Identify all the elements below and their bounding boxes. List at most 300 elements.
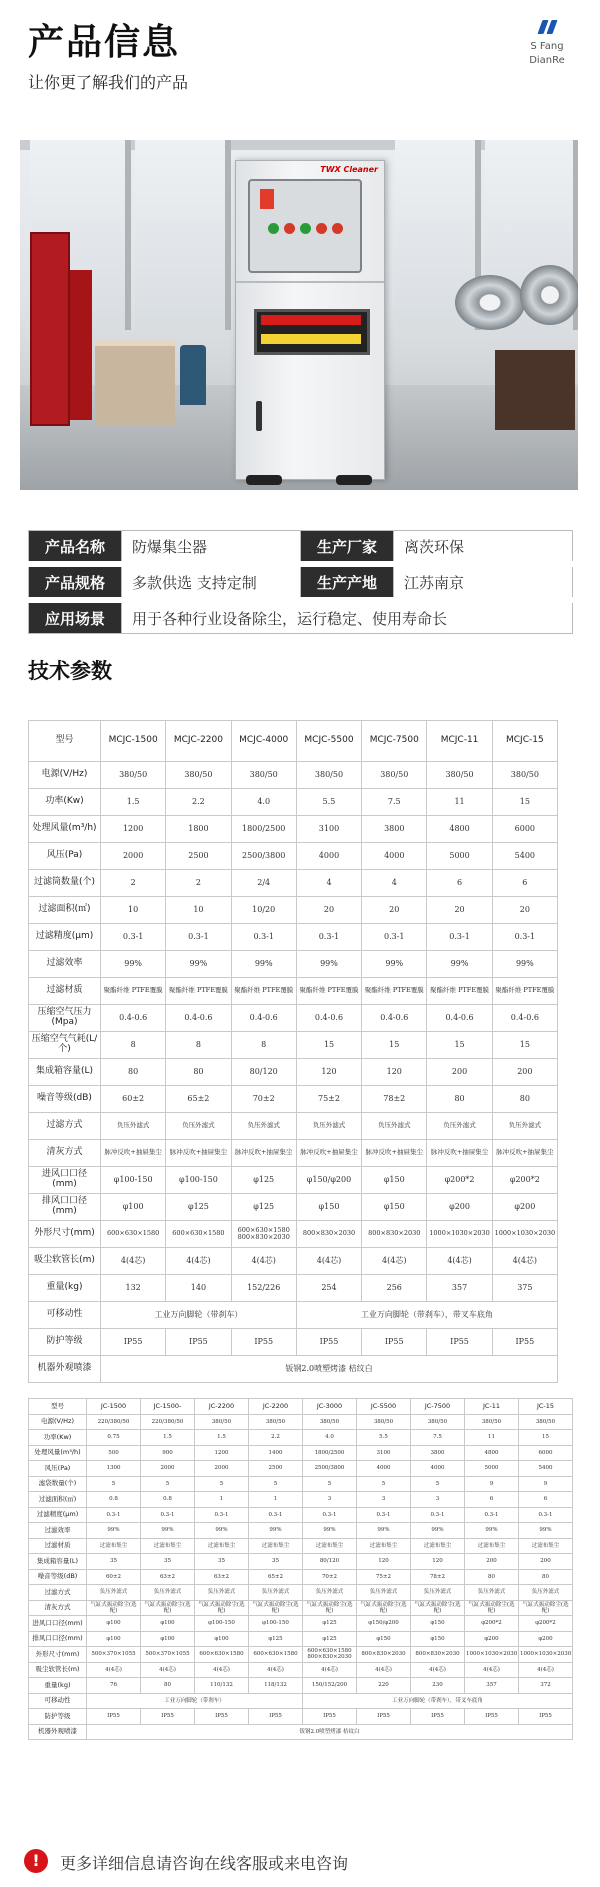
- spec-cell: 1.5: [141, 1430, 195, 1446]
- info-value: 多款供选 支持定制: [122, 564, 301, 600]
- spec-cell: 气缸式振动除尘(选配): [249, 1600, 303, 1616]
- spec-cell: 0.4-0.6: [362, 1005, 427, 1032]
- spec-row: [29, 721, 558, 762]
- spec-cell: IP55: [166, 1329, 231, 1356]
- spec-cell: 500: [87, 1445, 141, 1461]
- spec-row-label: 吸尘软管长(m): [29, 1662, 87, 1678]
- spec-cell: 380/50: [303, 1414, 357, 1430]
- spec-row: [29, 1554, 573, 1570]
- spec-cell: 1800/2500: [303, 1445, 357, 1461]
- spec-cell: 80: [427, 1086, 492, 1113]
- spec-row: [29, 1399, 573, 1415]
- spec-cell: 15: [492, 789, 557, 816]
- spec-cell: 7.5: [362, 789, 427, 816]
- spec-cell: 600×630×1580: [195, 1647, 249, 1663]
- spec-cell: φ150: [362, 1167, 427, 1194]
- spec-cell: 气缸式振动除尘(选配): [303, 1600, 357, 1616]
- spec-cell: IP55: [303, 1709, 357, 1725]
- spec-cell: 5.5: [296, 789, 361, 816]
- spec-cell: 60±2: [87, 1569, 141, 1585]
- spec-cell: 4000: [296, 843, 361, 870]
- spec-cell: 0.3-1: [231, 924, 296, 951]
- blower-fan: [520, 265, 578, 325]
- spec-cell: 230: [411, 1678, 465, 1694]
- spec-cell: φ150: [296, 1194, 361, 1221]
- spec-cell: φ100-150: [166, 1167, 231, 1194]
- spec-cell: 600×630×1580: [166, 1221, 231, 1248]
- spec-cell: 2000: [195, 1461, 249, 1477]
- spec-row-label: JC-3000: [303, 1399, 357, 1415]
- spec-cell: 120: [296, 1059, 361, 1086]
- spec-row: [29, 1329, 558, 1356]
- notice-text: 更多详细信息请咨询在线客服或来电咨询: [60, 1854, 349, 1873]
- spec-row-label: 过滤方式: [29, 1113, 101, 1140]
- spec-row-label: 型号: [29, 721, 101, 762]
- info-row: [29, 600, 573, 634]
- spec-cell: 9: [465, 1476, 519, 1492]
- spec-cell: IP55: [465, 1709, 519, 1725]
- info-value: 离茨环保: [394, 531, 573, 565]
- spec-cell: φ125: [303, 1631, 357, 1647]
- spec-row-label: 可移动性: [29, 1693, 87, 1709]
- spec-row: [29, 1059, 558, 1086]
- spec-row: [29, 1724, 573, 1740]
- spec-cell: φ125: [166, 1194, 231, 1221]
- spec-row-label: 过滤效率: [29, 1523, 87, 1539]
- spec-row: [29, 1248, 558, 1275]
- spec-cell: 20: [362, 897, 427, 924]
- nameplate: [254, 309, 370, 355]
- spec-cell: 5000: [427, 843, 492, 870]
- spec-cell: IP55: [519, 1709, 573, 1725]
- spec-cell: 钣钢2.0喷塑烤漆 桔纹白: [101, 1356, 558, 1383]
- spec-cell: IP55: [141, 1709, 195, 1725]
- page-header: [0, 0, 600, 100]
- spec-row-label: JC-15: [519, 1399, 573, 1415]
- spec-cell: 5400: [492, 843, 557, 870]
- spec-cell: φ100: [101, 1194, 166, 1221]
- info-row: [29, 564, 573, 600]
- spec-cell: 800×830×2030: [362, 1221, 427, 1248]
- spec-cell: 800×830×2030: [411, 1647, 465, 1663]
- spec-cell: 负压外滤式: [465, 1585, 519, 1601]
- spec-cell: 380/50: [362, 762, 427, 789]
- spec-cell: 0.3-1: [519, 1507, 573, 1523]
- spec-cell: 99%: [411, 1523, 465, 1539]
- spec-cell: 5: [87, 1476, 141, 1492]
- spec-cell: 600×630×1580 800×830×2030: [303, 1647, 357, 1663]
- spec-cell: 工业万向脚轮（带刹车）: [101, 1302, 297, 1329]
- spec-cell: 380/50: [492, 762, 557, 789]
- spec-cell: 78±2: [411, 1569, 465, 1585]
- info-key: 生产厂家: [301, 531, 394, 565]
- spec-row: [29, 1461, 573, 1477]
- spec-cell: 0.75: [87, 1430, 141, 1446]
- spec-cell: 1000×1030×2030: [519, 1647, 573, 1663]
- spec-row-label: 处理风量(m³/h): [29, 1445, 87, 1461]
- spec-cell: 380/50: [519, 1414, 573, 1430]
- spec-cell: 80: [166, 1059, 231, 1086]
- spec-cell: 0.4-0.6: [296, 1005, 361, 1032]
- spec-cell: 2500/3800: [303, 1461, 357, 1477]
- spec-cell: IP55: [195, 1709, 249, 1725]
- spec-row-label: 排风口口径(mm): [29, 1631, 87, 1647]
- spec-cell: 200: [492, 1059, 557, 1086]
- spec-cell: φ200: [427, 1194, 492, 1221]
- spec-cell: 600×630×1580: [101, 1221, 166, 1248]
- spec-row: [29, 1662, 573, 1678]
- spec-cell: IP55: [411, 1709, 465, 1725]
- spec-cell: 1800/2500: [231, 816, 296, 843]
- spec-cell: 35: [87, 1554, 141, 1570]
- spec-cell: φ100: [87, 1616, 141, 1632]
- spec-cell: 99%: [195, 1523, 249, 1539]
- spec-cell: 800×830×2030: [296, 1221, 361, 1248]
- spec-cell: IP55: [296, 1329, 361, 1356]
- spec-cell: 4(4芯): [195, 1662, 249, 1678]
- spec-cell: 5: [411, 1476, 465, 1492]
- spec-cell: 500×370×1055: [87, 1647, 141, 1663]
- spec-row: [29, 816, 558, 843]
- spec-row-label: 过滤方式: [29, 1585, 87, 1601]
- spec-row-label: 集成箱容量(L): [29, 1059, 101, 1086]
- spec-cell: 钣钢2.0喷塑烤漆 桔纹白: [87, 1724, 573, 1740]
- spec-cell: IP55: [101, 1329, 166, 1356]
- spec-row-label: 清灰方式: [29, 1600, 87, 1616]
- spec-cell: 256: [362, 1275, 427, 1302]
- spec-cell: 脉冲反吹+抽屉集尘: [101, 1140, 166, 1167]
- spec-cell: IP55: [357, 1709, 411, 1725]
- spec-cell: 2000: [101, 843, 166, 870]
- spec-cell: 132: [101, 1275, 166, 1302]
- spec-cell: 380/50: [427, 762, 492, 789]
- spec-cell: IP55: [362, 1329, 427, 1356]
- spec-cell: 380/50: [357, 1414, 411, 1430]
- spec-row: [29, 1356, 558, 1383]
- spec-cell: φ100: [195, 1631, 249, 1647]
- spec-cell: 气缸式振动除尘(选配): [411, 1600, 465, 1616]
- spec-cell: 2000: [141, 1461, 195, 1477]
- spec-cell: φ150/φ200: [296, 1167, 361, 1194]
- info-value: 防爆集尘器: [122, 531, 301, 565]
- spec-cell: 工业万向脚轮（带刹车）: [87, 1693, 303, 1709]
- spec-cell: 99%: [141, 1523, 195, 1539]
- spec-cell: 6: [465, 1492, 519, 1508]
- spec-cell: 380/50: [411, 1414, 465, 1430]
- machine-brand-text: TWX Cleaner: [320, 165, 378, 174]
- spec-cell: 0.8: [141, 1492, 195, 1508]
- spec-cell: φ200*2: [427, 1167, 492, 1194]
- info-key: 产品名称: [29, 531, 122, 565]
- spec-cell: 220/380/50: [141, 1414, 195, 1430]
- spec-row: [29, 1631, 573, 1647]
- spec-cell: 15: [492, 1032, 557, 1059]
- control-panel: [248, 179, 362, 273]
- spec-cell: 220: [357, 1678, 411, 1694]
- spec-row-label: 过滤面积(㎡): [29, 897, 101, 924]
- spec-cell: 4(4芯): [231, 1248, 296, 1275]
- spec-cell: 20: [427, 897, 492, 924]
- spec-cell: 0.3-1: [141, 1507, 195, 1523]
- spec-cell: 负压外滤式: [411, 1585, 465, 1601]
- spec-cell: 负压外滤式: [166, 1113, 231, 1140]
- spec-row-label: 过滤面积(㎡): [29, 1492, 87, 1508]
- spec-cell: 过滤布集尘: [87, 1538, 141, 1554]
- spec-cell: 4(4芯): [249, 1662, 303, 1678]
- spec-cell: 1.5: [101, 789, 166, 816]
- spec-cell: 99%: [492, 951, 557, 978]
- spec-row: [29, 1167, 558, 1194]
- spec-cell: 2: [166, 870, 231, 897]
- spec-cell: φ100-150: [195, 1616, 249, 1632]
- spec-row: [29, 1569, 573, 1585]
- spec-cell: 2500: [166, 843, 231, 870]
- spec-cell: 聚酯纤维 PTFE覆膜: [231, 978, 296, 1005]
- spec-row-label: 清灰方式: [29, 1140, 101, 1167]
- spec-cell: 0.3-1: [87, 1507, 141, 1523]
- spec-row-label: 噪音等级(dB): [29, 1086, 101, 1113]
- spec-row: [29, 1585, 573, 1601]
- spec-cell: 0.4-0.6: [492, 1005, 557, 1032]
- spec-cell: 10: [166, 897, 231, 924]
- spec-cell: φ150: [411, 1616, 465, 1632]
- spec-cell: 4000: [411, 1461, 465, 1477]
- spec-cell: 60±2: [101, 1086, 166, 1113]
- warning-sign-icon: [260, 189, 274, 209]
- spec-row: [29, 789, 558, 816]
- spec-cell: 0.3-1: [249, 1507, 303, 1523]
- spec-cell: 负压外滤式: [87, 1585, 141, 1601]
- spec-cell: 99%: [231, 951, 296, 978]
- spec-cell: 0.3-1: [166, 924, 231, 951]
- spec-cell: 75±2: [357, 1569, 411, 1585]
- spec-cell: 15: [519, 1430, 573, 1446]
- spec-cell: 120: [357, 1554, 411, 1570]
- brand-mark-icon: [532, 18, 562, 36]
- spec-cell: 负压外滤式: [141, 1585, 195, 1601]
- info-key: 应用场景: [29, 600, 122, 634]
- spec-cell: φ200*2: [519, 1616, 573, 1632]
- spec-cell: 0.3-1: [492, 924, 557, 951]
- spec-cell: 2: [101, 870, 166, 897]
- spec-row-label: 型号: [29, 1399, 87, 1415]
- spec-cell: 1.5: [195, 1430, 249, 1446]
- spec-cell: 99%: [166, 951, 231, 978]
- spec-cell: 20: [492, 897, 557, 924]
- spec-cell: 3100: [296, 816, 361, 843]
- spec-cell: 过滤布集尘: [357, 1538, 411, 1554]
- spec-row: [29, 870, 558, 897]
- spec-row-label: MCJC-7500: [362, 721, 427, 762]
- spec-cell: 76: [87, 1678, 141, 1694]
- spec-cell: 63±2: [141, 1569, 195, 1585]
- spec-cell: 99%: [101, 951, 166, 978]
- spec-table-jc: [28, 1398, 573, 1740]
- product-info-table: [28, 530, 573, 634]
- spec-cell: 200: [427, 1059, 492, 1086]
- spec-row-label: 集成箱容量(L): [29, 1554, 87, 1570]
- spec-row: [29, 1445, 573, 1461]
- spec-cell: 3100: [357, 1445, 411, 1461]
- spec-row: [29, 978, 558, 1005]
- spec-cell: 8: [101, 1032, 166, 1059]
- spec-cell: 80: [101, 1059, 166, 1086]
- spec-cell: 200: [519, 1554, 573, 1570]
- spec-cell: φ125: [231, 1167, 296, 1194]
- spec-cell: 4(4芯): [141, 1662, 195, 1678]
- blower-fan: [455, 275, 525, 330]
- spec-row-label: 机器外观喷漆: [29, 1356, 101, 1383]
- spec-cell: 脉冲反吹+抽屉集尘: [362, 1140, 427, 1167]
- spec-cell: IP55: [87, 1709, 141, 1725]
- spec-cell: 15: [362, 1032, 427, 1059]
- spec-row-label: JC-2200: [195, 1399, 249, 1415]
- spec-row: [29, 1430, 573, 1446]
- spec-cell: 380/50: [249, 1414, 303, 1430]
- spec-row: [29, 1194, 558, 1221]
- spec-cell: 10/20: [231, 897, 296, 924]
- spec-row-label: 功率(Kw): [29, 789, 101, 816]
- info-row: [29, 531, 573, 565]
- spec-cell: 气缸式振动除尘(选配): [195, 1600, 249, 1616]
- spec-row-label: JC-1500: [87, 1399, 141, 1415]
- spec-cell: 4(4芯): [101, 1248, 166, 1275]
- spec-cell: 99%: [296, 951, 361, 978]
- spec-row: [29, 1476, 573, 1492]
- spec-cell: 聚酯纤维 PTFE覆膜: [166, 978, 231, 1005]
- spec-row: [29, 1523, 573, 1539]
- spec-cell: 5: [141, 1476, 195, 1492]
- spec-cell: 1200: [195, 1445, 249, 1461]
- spec-cell: 1400: [249, 1445, 303, 1461]
- spec-cell: 5: [195, 1476, 249, 1492]
- spec-row: [29, 924, 558, 951]
- spec-row-label: 电源(V/Hz): [29, 762, 101, 789]
- spec-cell: 0.4-0.6: [166, 1005, 231, 1032]
- spec-cell: 380/50: [195, 1414, 249, 1430]
- spec-cell: 120: [362, 1059, 427, 1086]
- spec-cell: 120: [411, 1554, 465, 1570]
- spec-row-label: 滤袋数量(个): [29, 1476, 87, 1492]
- spec-cell: 过滤布集尘: [303, 1538, 357, 1554]
- spec-cell: 4: [296, 870, 361, 897]
- info-key: 产品规格: [29, 564, 122, 600]
- spec-cell: 4(4芯): [357, 1662, 411, 1678]
- spec-row-label: MCJC-11: [427, 721, 492, 762]
- spec-row: [29, 1414, 573, 1430]
- spec-cell: IP55: [492, 1329, 557, 1356]
- spec-cell: 6000: [492, 816, 557, 843]
- spec-cell: 过滤布集尘: [519, 1538, 573, 1554]
- spec-cell: φ200: [465, 1631, 519, 1647]
- spec-row: [29, 1647, 573, 1663]
- spec-row: [29, 1538, 573, 1554]
- spec-cell: φ125: [249, 1631, 303, 1647]
- spec-cell: 3800: [362, 816, 427, 843]
- spec-cell: 380/50: [166, 762, 231, 789]
- spec-row-label: 防护等级: [29, 1709, 87, 1725]
- spec-cell: 2.2: [166, 789, 231, 816]
- spec-cell: 99%: [87, 1523, 141, 1539]
- spec-cell: 11: [427, 789, 492, 816]
- info-value: 江苏南京: [394, 564, 573, 600]
- spec-cell: 9: [519, 1476, 573, 1492]
- spec-cell: 80/120: [231, 1059, 296, 1086]
- spec-cell: 0.3-1: [465, 1507, 519, 1523]
- spec-cell: 4(4芯): [87, 1662, 141, 1678]
- spec-cell: 4000: [357, 1461, 411, 1477]
- spec-row-label: 过滤精度(μm): [29, 1507, 87, 1523]
- spec-row: [29, 762, 558, 789]
- spec-cell: 0.3-1: [303, 1507, 357, 1523]
- spec-cell: 20: [296, 897, 361, 924]
- spec-cell: 500×370×1055: [141, 1647, 195, 1663]
- spec-cell: 2/4: [231, 870, 296, 897]
- spec-cell: 聚酯纤维 PTFE覆膜: [362, 978, 427, 1005]
- spec-cell: 脉冲反吹+抽屉集尘: [231, 1140, 296, 1167]
- spec-row-label: 重量(kg): [29, 1275, 101, 1302]
- spec-row-label: 进风口口径(mm): [29, 1616, 87, 1632]
- spec-cell: 4800: [427, 816, 492, 843]
- spec-row-label: MCJC-15: [492, 721, 557, 762]
- spec-cell: 11: [465, 1430, 519, 1446]
- spec-cell: 4(4芯): [362, 1248, 427, 1275]
- spec-cell: 3: [357, 1492, 411, 1508]
- spec-cell: 2500/3800: [231, 843, 296, 870]
- spec-cell: 372: [519, 1678, 573, 1694]
- spec-cell: 4(4芯): [411, 1662, 465, 1678]
- spec-cell: φ150: [357, 1631, 411, 1647]
- spec-cell: 10: [101, 897, 166, 924]
- info-key: 生产产地: [301, 564, 394, 600]
- spec-cell: 6: [519, 1492, 573, 1508]
- spec-cell: 357: [465, 1678, 519, 1694]
- spec-cell: 4.0: [303, 1430, 357, 1446]
- info-value: 用于各种行业设备除尘，运行稳定、使用寿命长: [122, 600, 573, 634]
- page-title: 产品信息: [28, 22, 181, 63]
- spec-cell: 4(4芯): [296, 1248, 361, 1275]
- spec-cell: 脉冲反吹+抽屉集尘: [166, 1140, 231, 1167]
- spec-cell: φ150/φ200: [357, 1616, 411, 1632]
- spec-cell: φ100: [141, 1616, 195, 1632]
- spec-cell: 200: [465, 1554, 519, 1570]
- spec-cell: 900: [141, 1445, 195, 1461]
- spec-row: [29, 1302, 558, 1329]
- spec-cell: φ100-150: [101, 1167, 166, 1194]
- spec-cell: 0.3-1: [296, 924, 361, 951]
- spec-cell: 1300: [87, 1461, 141, 1477]
- spec-cell: 220/380/50: [87, 1414, 141, 1430]
- spec-row-label: 风压(Pa): [29, 1461, 87, 1477]
- spec-cell: 80: [519, 1569, 573, 1585]
- spec-cell: 过滤布集尘: [141, 1538, 195, 1554]
- spec-cell: 78±2: [362, 1086, 427, 1113]
- spec-cell: 80: [141, 1678, 195, 1694]
- spec-cell: 15: [427, 1032, 492, 1059]
- spec-cell: 过滤布集尘: [249, 1538, 303, 1554]
- spec-cell: 35: [249, 1554, 303, 1570]
- spec-cell: 99%: [519, 1523, 573, 1539]
- spec-cell: 380/50: [101, 762, 166, 789]
- spec-cell: 8: [166, 1032, 231, 1059]
- spec-cell: 99%: [465, 1523, 519, 1539]
- spec-cell: φ150: [362, 1194, 427, 1221]
- spec-cell: 140: [166, 1275, 231, 1302]
- spec-row-label: 吸尘软管长(m): [29, 1248, 101, 1275]
- spec-row: [29, 1140, 558, 1167]
- spec-cell: 4000: [362, 843, 427, 870]
- dust-collector-machine: [235, 160, 385, 480]
